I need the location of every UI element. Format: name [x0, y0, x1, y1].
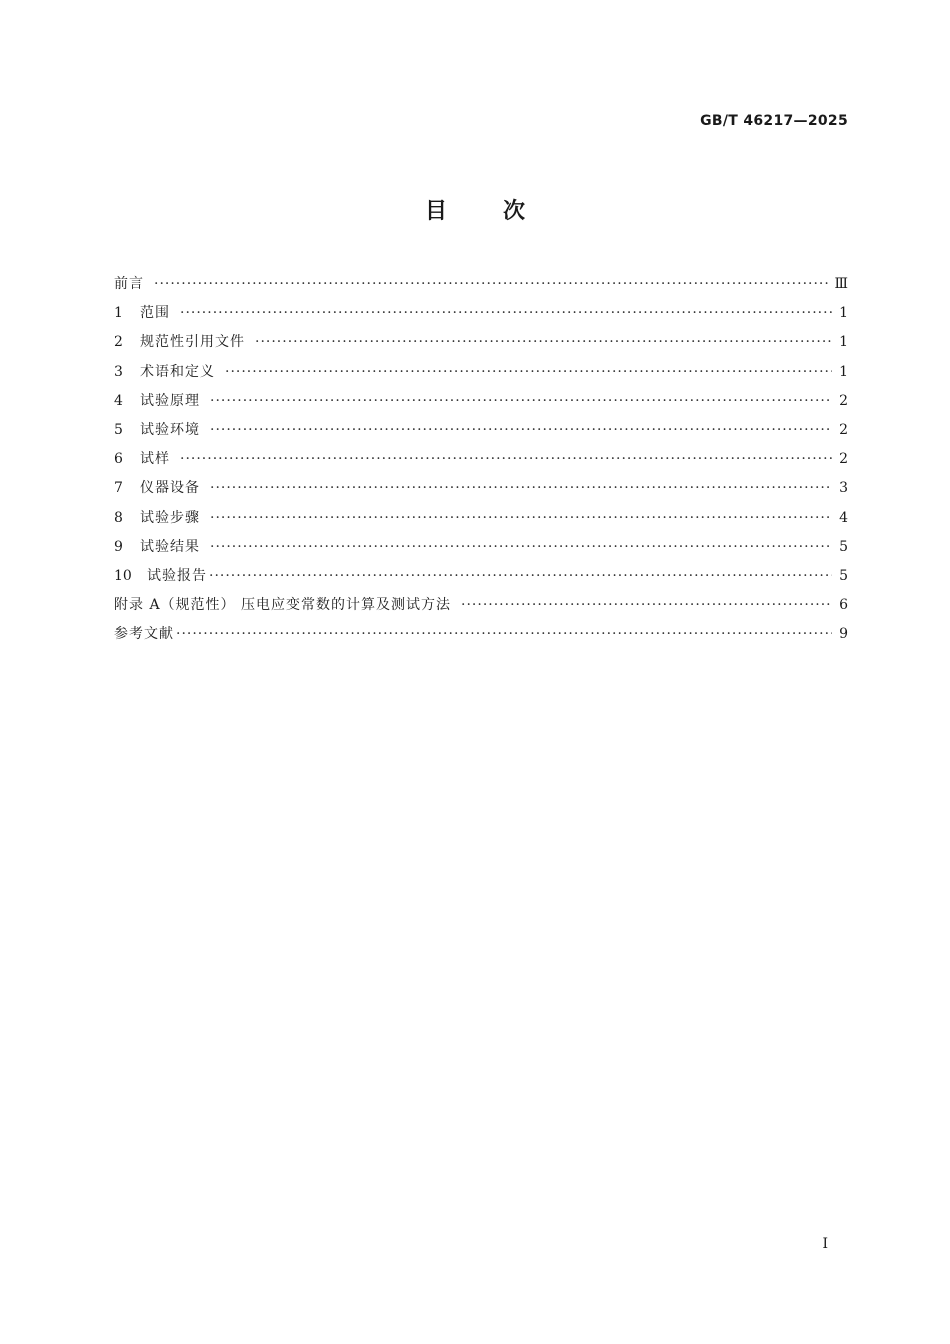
toc-dot-leader	[461, 591, 832, 620]
toc-entry-number: 5	[114, 421, 123, 438]
toc-dot-leader	[209, 562, 832, 591]
toc-dot-leader	[176, 620, 832, 649]
toc-dot-leader	[180, 445, 832, 474]
toc-entry-label: 试验环境	[140, 421, 200, 438]
toc-entry-label: 参考文献	[114, 626, 174, 643]
toc-entry-page: 3	[839, 480, 848, 497]
toc-entry-page: 5	[839, 538, 848, 555]
page-number: Ⅰ	[822, 1236, 828, 1252]
toc-entry-7[interactable]	[114, 474, 848, 503]
toc-entry-number: 2	[114, 334, 123, 351]
toc-entry-page: 6	[839, 597, 848, 614]
toc-entry-number: 6	[114, 451, 123, 468]
toc-entry-5[interactable]	[114, 416, 848, 445]
toc-entry-page: 2	[839, 392, 848, 409]
table-of-contents	[114, 270, 848, 649]
toc-dot-leader	[210, 504, 832, 533]
toc-entry-2[interactable]	[114, 328, 848, 357]
toc-entry-label: 试验步骤	[140, 509, 200, 526]
toc-entry-label: 试验结果	[140, 538, 200, 555]
toc-dot-leader	[255, 328, 832, 357]
toc-entry-label: 术语和定义	[140, 363, 215, 380]
toc-entry-label: 试验原理	[140, 392, 200, 409]
toc-dot-leader	[180, 299, 832, 328]
toc-entry-bibliography[interactable]	[114, 620, 848, 649]
toc-entry-number: 1	[114, 305, 123, 322]
toc-entry-6[interactable]	[114, 445, 848, 474]
toc-entry-label: 试验报告	[147, 567, 207, 584]
toc-entry-page: 1	[839, 305, 848, 322]
toc-entry-1[interactable]	[114, 299, 848, 328]
toc-dot-leader	[210, 387, 832, 416]
toc-dot-leader	[210, 474, 832, 503]
toc-entry-page: Ⅲ	[834, 276, 848, 292]
toc-entry-annex-a[interactable]	[114, 591, 848, 620]
page-title: 目次	[424, 199, 581, 224]
toc-dot-leader	[210, 533, 832, 562]
toc-entry-8[interactable]	[114, 504, 848, 533]
toc-entry-label: 范围	[140, 305, 170, 322]
toc-entry-page: 2	[839, 421, 848, 438]
toc-entry-label: 试样	[140, 451, 170, 468]
toc-entry-number: 8	[114, 509, 123, 526]
toc-entry-page: 1	[839, 363, 848, 380]
toc-entry-label: 附录 A（规范性） 压电应变常数的计算及测试方法	[114, 597, 452, 614]
toc-entry-label: 仪器设备	[140, 480, 200, 497]
toc-dot-leader	[154, 270, 828, 299]
document-code: GB/T 46217—2025	[700, 113, 848, 129]
toc-entry-page: 5	[839, 567, 848, 584]
toc-entry-page: 9	[839, 626, 848, 643]
toc-entry-number: 7	[114, 480, 123, 497]
toc-entry-number: 10	[114, 567, 132, 584]
toc-entry-number: 3	[114, 363, 123, 380]
toc-entry-label: 规范性引用文件	[140, 334, 245, 351]
toc-entry-9[interactable]	[114, 533, 848, 562]
toc-entry-page: 4	[839, 509, 848, 526]
toc-entry-page: 1	[839, 334, 848, 351]
toc-entry-3[interactable]	[114, 358, 848, 387]
toc-entry-page: 2	[839, 451, 848, 468]
toc-entry-number: 4	[114, 392, 123, 409]
toc-dot-leader	[210, 416, 832, 445]
toc-entry-4[interactable]	[114, 387, 848, 416]
toc-entry-foreword[interactable]	[114, 270, 848, 299]
toc-entry-number: 9	[114, 538, 123, 555]
toc-dot-leader	[225, 358, 832, 387]
toc-entry-10[interactable]	[114, 562, 848, 591]
toc-entry-label: 前言	[114, 276, 144, 292]
